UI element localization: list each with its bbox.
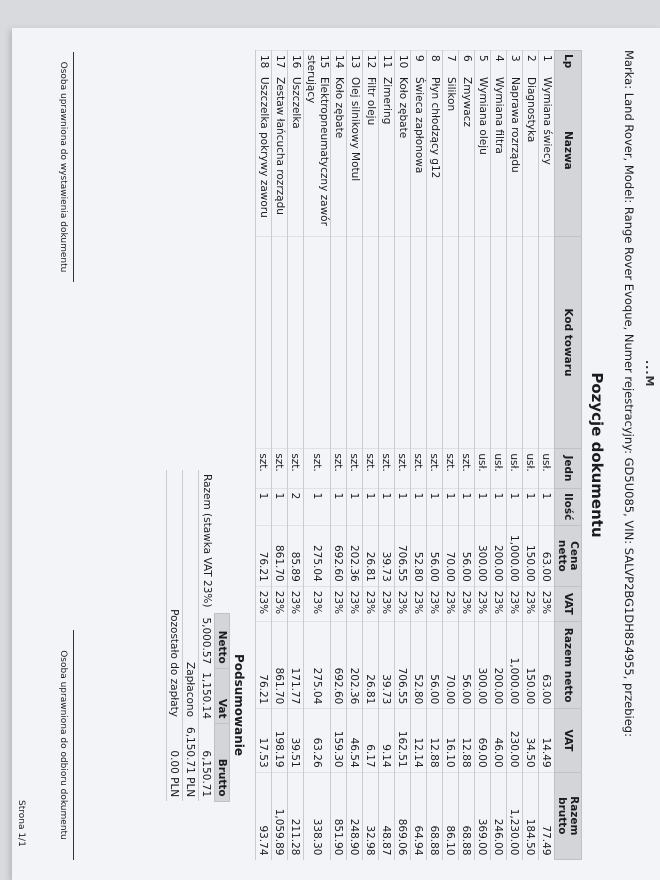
item-gross: 1,230.00: [507, 772, 523, 859]
col-vat: VAT: [555, 586, 582, 621]
item-code: [256, 236, 272, 449]
item-net: 39.73: [379, 622, 395, 709]
item-name-cell: [363, 51, 379, 237]
item-vat-amount: 63.26: [304, 709, 331, 772]
item-vat-rate: 23%: [395, 586, 411, 621]
summary-paid-label: Zapłacono: [183, 470, 199, 723]
summary-due-value: 0.00 PLN: [167, 723, 183, 801]
summary-header-row: [215, 470, 230, 801]
item-vat-amount: 12.88: [427, 709, 443, 772]
item-name: Uszczelka: [290, 77, 302, 129]
items-table: [255, 50, 582, 860]
item-lp: 13: [349, 55, 361, 69]
table-row: [427, 51, 443, 860]
item-gross: 86.10: [443, 772, 459, 859]
item-net: 1,000.00: [507, 622, 523, 709]
item-code: [347, 236, 363, 449]
item-vat-rate: 23%: [272, 586, 288, 621]
page-number: Strona 1/1: [16, 800, 26, 847]
item-gross: 68.88: [427, 772, 443, 859]
partial-heading: ...M: [643, 360, 656, 388]
item-vat-rate: 23%: [363, 586, 379, 621]
item-code: [411, 236, 427, 449]
vehicle-info: Marka: Land Rover, Model: Range Rover Evoque, Numer rejestracyjny: GD5U085, VIN: SALVP2BG1DH854955, przebieg:: [622, 50, 636, 737]
item-gross: 93.74: [256, 772, 272, 859]
item-lp: 17: [274, 55, 286, 69]
item-name: Zestaw łańcucha rozrządu: [274, 77, 286, 215]
summary-due-row: [167, 470, 183, 801]
item-lp: 1: [541, 55, 553, 62]
item-unit: szt.: [395, 449, 411, 488]
item-vat-amount: 16.10: [443, 709, 459, 772]
item-qty: 1: [363, 488, 379, 525]
item-name-cell: [256, 51, 272, 237]
item-price: 56.00: [459, 525, 475, 586]
summary-paid-value: 6,150.71 PLN: [183, 723, 199, 801]
item-net: 861.70: [272, 622, 288, 709]
item-unit: szt.: [411, 449, 427, 488]
item-gross: 851.90: [331, 772, 347, 859]
item-price: 85.89: [288, 525, 304, 586]
item-price: 76.21: [256, 525, 272, 586]
item-net: 26.81: [363, 622, 379, 709]
item-qty: 1: [523, 488, 539, 525]
item-qty: 2: [288, 488, 304, 525]
item-vat-amount: 230.00: [507, 709, 523, 772]
item-code: [304, 236, 331, 449]
item-price: 70.00: [443, 525, 459, 586]
item-gross: 869.06: [395, 772, 411, 859]
item-vat-rate: 23%: [256, 586, 272, 621]
item-qty: 1: [459, 488, 475, 525]
item-name: Koło zębate: [397, 77, 409, 139]
item-name: Wymiana oleju: [477, 77, 489, 155]
col-code: Kod towaru: [555, 236, 582, 449]
summary-col-netto: Netto: [215, 613, 230, 668]
item-vat-rate: 23%: [379, 586, 395, 621]
table-row: [459, 51, 475, 860]
item-vat-rate: 23%: [475, 586, 491, 621]
item-unit: szt.: [288, 449, 304, 488]
item-name-cell: [379, 51, 395, 237]
item-vat-amount: 12.14: [411, 709, 427, 772]
item-qty: 1: [256, 488, 272, 525]
item-lp: 14: [333, 55, 345, 69]
items-header-row: [555, 51, 582, 860]
item-vat-amount: 159.30: [331, 709, 347, 772]
item-net: 692.60: [331, 622, 347, 709]
item-vat-amount: 46.54: [347, 709, 363, 772]
item-code: [288, 236, 304, 449]
item-name: Uszczelka pokrywy zaworu: [258, 77, 270, 218]
item-name: Płyn chłodzący g12: [429, 77, 441, 179]
item-unit: szt.: [443, 449, 459, 488]
item-lp: 5: [477, 55, 489, 62]
item-vat-amount: 198.19: [272, 709, 288, 772]
item-gross: 248.90: [347, 772, 363, 859]
item-net: 52.80: [411, 622, 427, 709]
item-name: Zmywacz: [461, 77, 473, 127]
col-gross: Razem brutto: [555, 772, 582, 859]
item-net: 275.04: [304, 622, 331, 709]
item-gross: 369.00: [475, 772, 491, 859]
item-price: 861.70: [272, 525, 288, 586]
item-name: Naprawa rozrządu: [509, 77, 521, 173]
item-price: 300.00: [475, 525, 491, 586]
item-unit: szt.: [272, 449, 288, 488]
item-qty: 1: [443, 488, 459, 525]
summary-title: Podsumowanie: [232, 653, 246, 757]
item-gross: 68.88: [459, 772, 475, 859]
item-unit: usł.: [523, 449, 539, 488]
item-name-cell: [539, 51, 555, 237]
item-qty: 1: [427, 488, 443, 525]
item-unit: szt.: [363, 449, 379, 488]
signature-label-left: Osoba uprawniona do wystawienia dokumentu: [58, 61, 68, 273]
page-title: Pozycje dokumentu: [588, 372, 606, 538]
table-row: [395, 51, 411, 860]
item-code: [523, 236, 539, 449]
item-name-cell: [347, 51, 363, 237]
item-qty: 1: [347, 488, 363, 525]
item-price: 275.04: [304, 525, 331, 586]
item-price: 1,000.00: [507, 525, 523, 586]
table-row: [331, 51, 347, 860]
item-name-cell: [491, 51, 507, 237]
item-net: 171.77: [288, 622, 304, 709]
col-unit: Jedn: [555, 449, 582, 488]
item-price: 150.00: [523, 525, 539, 586]
item-unit: szt.: [256, 449, 272, 488]
summary-rate-vat: 1,150.14: [199, 668, 215, 723]
item-lp: 6: [461, 55, 473, 62]
item-gross: 77.49: [539, 772, 555, 859]
item-vat-amount: 17.53: [256, 709, 272, 772]
item-vat-rate: 23%: [539, 586, 555, 621]
table-row: [475, 51, 491, 860]
item-code: [459, 236, 475, 449]
item-lp: 8: [429, 55, 441, 62]
item-gross: 338.30: [304, 772, 331, 859]
item-price: 39.73: [379, 525, 395, 586]
item-name-cell: [411, 51, 427, 237]
item-unit: usł.: [475, 449, 491, 488]
rotated-document: [18, 30, 658, 880]
item-net: 63.00: [539, 622, 555, 709]
table-row: [491, 51, 507, 860]
item-net: 150.00: [523, 622, 539, 709]
item-price: 63.00: [539, 525, 555, 586]
col-vat-amount: VAT: [555, 709, 582, 772]
summary-col-brutto: Brutto: [215, 723, 230, 801]
table-row: [363, 51, 379, 860]
item-price: 56.00: [427, 525, 443, 586]
item-unit: usł.: [539, 449, 555, 488]
item-lp: 11: [381, 55, 393, 69]
item-vat-rate: 23%: [443, 586, 459, 621]
item-name: Koło zębate: [333, 77, 345, 139]
item-vat-rate: 23%: [411, 586, 427, 621]
item-name: Wymiana filtra: [493, 77, 505, 154]
item-unit: szt.: [427, 449, 443, 488]
item-name: Elektropneumatyczny zawór sterujący: [305, 55, 330, 226]
item-code: [539, 236, 555, 449]
table-row: [304, 51, 331, 860]
item-vat-rate: 23%: [491, 586, 507, 621]
item-lp: 16: [290, 55, 302, 69]
item-unit: szt.: [347, 449, 363, 488]
item-qty: 1: [304, 488, 331, 525]
item-code: [491, 236, 507, 449]
item-lp: 9: [413, 55, 425, 62]
summary-rate-brutto: 6,150.71: [199, 723, 215, 801]
item-vat-rate: 23%: [459, 586, 475, 621]
item-name: Zimering: [381, 77, 393, 125]
item-code: [363, 236, 379, 449]
item-lp: 2: [525, 55, 537, 62]
item-name: Olej silnikowy Motul: [349, 77, 361, 182]
item-lp: 18: [258, 55, 270, 69]
item-qty: 1: [379, 488, 395, 525]
item-name: Wymiana świecy: [541, 77, 553, 165]
item-price: 692.60: [331, 525, 347, 586]
signature-line-left: [73, 52, 74, 282]
item-gross: 48.87: [379, 772, 395, 859]
item-name-cell: [427, 51, 443, 237]
item-unit: szt.: [459, 449, 475, 488]
item-code: [272, 236, 288, 449]
table-row: [379, 51, 395, 860]
item-code: [507, 236, 523, 449]
item-gross: 246.00: [491, 772, 507, 859]
item-qty: 1: [539, 488, 555, 525]
item-net: 56.00: [427, 622, 443, 709]
summary-table: [166, 470, 230, 802]
item-net: 706.55: [395, 622, 411, 709]
item-vat-amount: 12.88: [459, 709, 475, 772]
item-unit: usł.: [507, 449, 523, 488]
table-row: [443, 51, 459, 860]
item-name-cell: [304, 51, 331, 237]
item-qty: 1: [491, 488, 507, 525]
item-name-cell: [395, 51, 411, 237]
item-vat-amount: 46.00: [491, 709, 507, 772]
item-name-cell: [331, 51, 347, 237]
table-row: [256, 51, 272, 860]
item-net: 70.00: [443, 622, 459, 709]
item-vat-amount: 69.00: [475, 709, 491, 772]
item-code: [427, 236, 443, 449]
signature-line-right: [73, 630, 74, 860]
item-price: 26.81: [363, 525, 379, 586]
item-name: Diagnostyka: [525, 77, 537, 143]
col-net: Razem netto: [555, 622, 582, 709]
item-gross: 184.50: [523, 772, 539, 859]
document-paper: [12, 28, 660, 880]
item-name-cell: [475, 51, 491, 237]
item-price: 52.80: [411, 525, 427, 586]
item-vat-rate: 23%: [427, 586, 443, 621]
item-lp: 12: [365, 55, 377, 69]
item-net: 202.36: [347, 622, 363, 709]
item-vat-rate: 23%: [507, 586, 523, 621]
item-vat-amount: 6.17: [363, 709, 379, 772]
item-vat-amount: 39.51: [288, 709, 304, 772]
item-vat-rate: 23%: [288, 586, 304, 621]
item-code: [379, 236, 395, 449]
summary-rate-netto: 5,000.57: [199, 613, 215, 668]
item-net: 200.00: [491, 622, 507, 709]
item-lp: 3: [509, 55, 521, 62]
item-code: [331, 236, 347, 449]
item-gross: 1,059.89: [272, 772, 288, 859]
item-code: [395, 236, 411, 449]
item-qty: 1: [395, 488, 411, 525]
item-name-cell: [272, 51, 288, 237]
item-qty: 1: [475, 488, 491, 525]
item-qty: 1: [507, 488, 523, 525]
item-name-cell: [507, 51, 523, 237]
item-net: 300.00: [475, 622, 491, 709]
item-qty: 1: [411, 488, 427, 525]
signature-label-right: Osoba uprawniona do odbioru dokumentu: [58, 650, 68, 840]
item-vat-amount: 14.49: [539, 709, 555, 772]
summary-col-vat: Vat: [215, 668, 230, 723]
item-name: Filtr oleju: [365, 77, 377, 126]
item-vat-amount: 34.50: [523, 709, 539, 772]
col-price: Cena netto: [555, 525, 582, 586]
item-name: Świeca zapłonowa: [413, 77, 425, 174]
summary-rate-label: Razem (stawka VAT 23%): [199, 470, 215, 613]
col-name: Lp Nazwa: [555, 51, 582, 237]
summary-due-label: Pozostało do zapłaty: [167, 470, 183, 723]
item-price: 200.00: [491, 525, 507, 586]
item-vat-amount: 9.14: [379, 709, 395, 772]
item-gross: 32.98: [363, 772, 379, 859]
item-name-cell: [459, 51, 475, 237]
item-vat-rate: 23%: [331, 586, 347, 621]
item-net: 56.00: [459, 622, 475, 709]
item-name: Silikon: [445, 77, 457, 112]
item-gross: 211.28: [288, 772, 304, 859]
table-row: [507, 51, 523, 860]
table-row: [288, 51, 304, 860]
table-row: [272, 51, 288, 860]
item-lp: 15: [318, 55, 330, 69]
item-price: 706.55: [395, 525, 411, 586]
item-lp: 4: [493, 55, 505, 62]
table-row: [347, 51, 363, 860]
item-vat-rate: 23%: [523, 586, 539, 621]
item-unit: szt.: [379, 449, 395, 488]
table-row: [411, 51, 427, 860]
item-vat-rate: 23%: [347, 586, 363, 621]
item-qty: 1: [272, 488, 288, 525]
summary-rate-row: [199, 470, 215, 801]
item-lp: 10: [397, 55, 409, 69]
item-name-cell: [443, 51, 459, 237]
item-unit: szt.: [331, 449, 347, 488]
item-name-cell: [288, 51, 304, 237]
table-row: [539, 51, 555, 860]
item-code: [443, 236, 459, 449]
summary-paid-row: [183, 470, 199, 801]
item-price: 202.36: [347, 525, 363, 586]
item-vat-rate: 23%: [304, 586, 331, 621]
col-qty: Ilość: [555, 488, 582, 525]
item-name-cell: [523, 51, 539, 237]
item-net: 76.21: [256, 622, 272, 709]
item-unit: szt.: [304, 449, 331, 488]
item-code: [475, 236, 491, 449]
table-row: [523, 51, 539, 860]
item-unit: usł.: [491, 449, 507, 488]
item-lp: 7: [445, 55, 457, 62]
item-vat-amount: 162.51: [395, 709, 411, 772]
item-gross: 64.94: [411, 772, 427, 859]
item-qty: 1: [331, 488, 347, 525]
